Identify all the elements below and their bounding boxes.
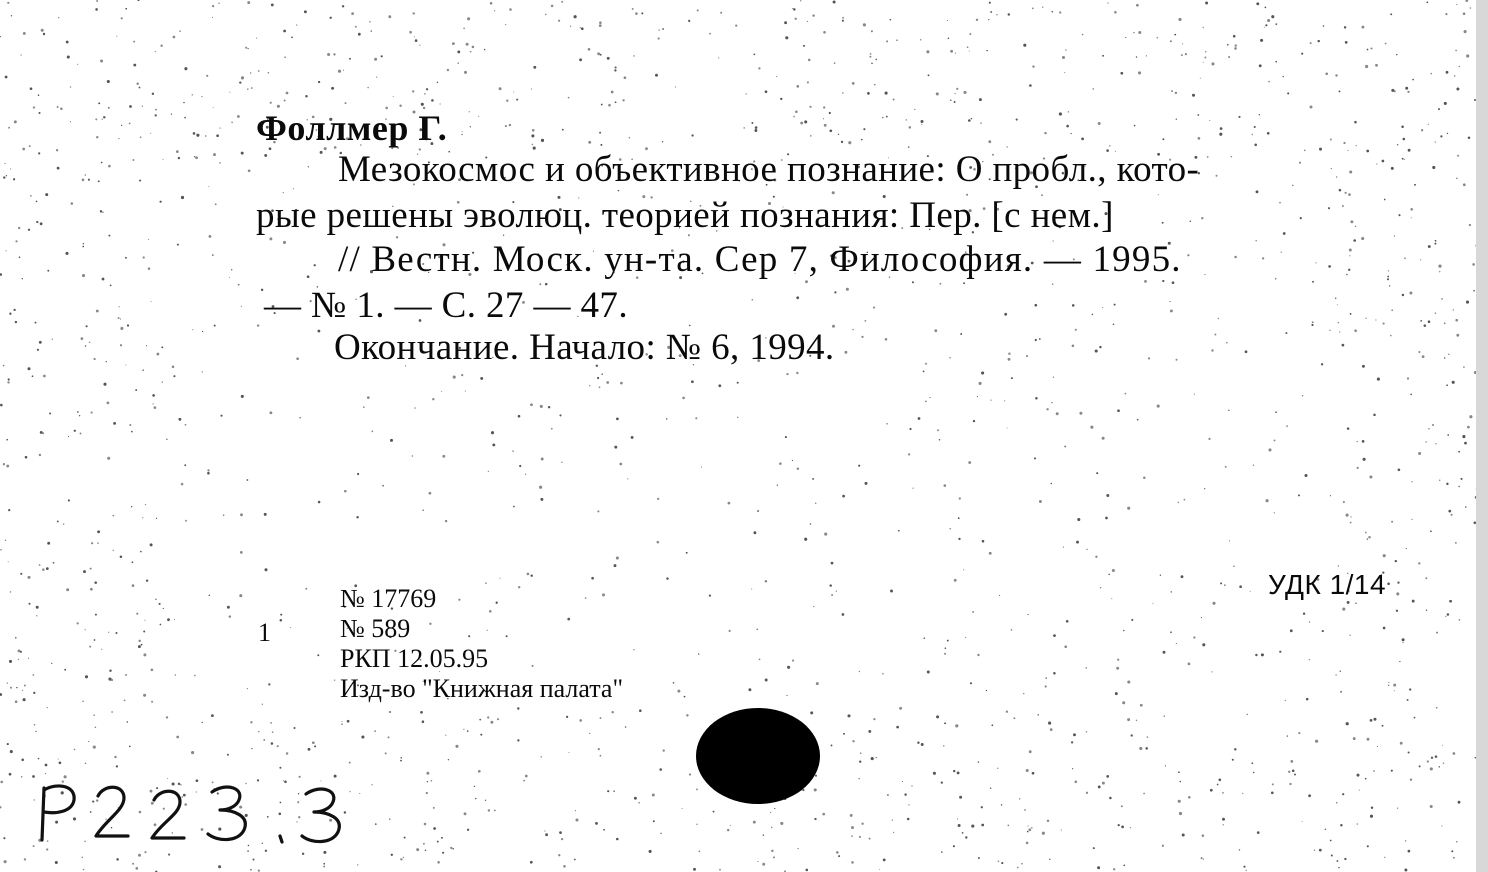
description-line-4: — № 1. — С. 27 — 47. (264, 285, 628, 326)
bibliographic-entry (256, 104, 1436, 152)
description-line-2: рые решены эволюц. теорией познания: Пер. [с нем.] (256, 195, 1114, 236)
punch-hole (696, 708, 820, 804)
card-number: № 17769 (340, 584, 437, 613)
copies-count: 1 (258, 618, 271, 647)
description-line-3: // Вестн. Моск. ун-та. Сер 7, Философия. — 1995. (338, 239, 1182, 280)
description-line-1: Мезокосмос и объективное познание: О пробл., кото- (338, 149, 1200, 190)
udk-code: УДК 1/14 (1268, 569, 1387, 600)
description-note: Окончание. Начало: № 6, 1994. (334, 327, 835, 368)
order-number: № 589 (340, 614, 411, 643)
publisher-line: Изд-во "Книжная палата" (340, 674, 624, 703)
author-heading: Фоллмер Г. (256, 108, 448, 148)
handwritten-shelfmark (28, 770, 358, 850)
rkp-date: РКП 12.05.95 (340, 644, 489, 673)
imprint-block (340, 584, 623, 704)
